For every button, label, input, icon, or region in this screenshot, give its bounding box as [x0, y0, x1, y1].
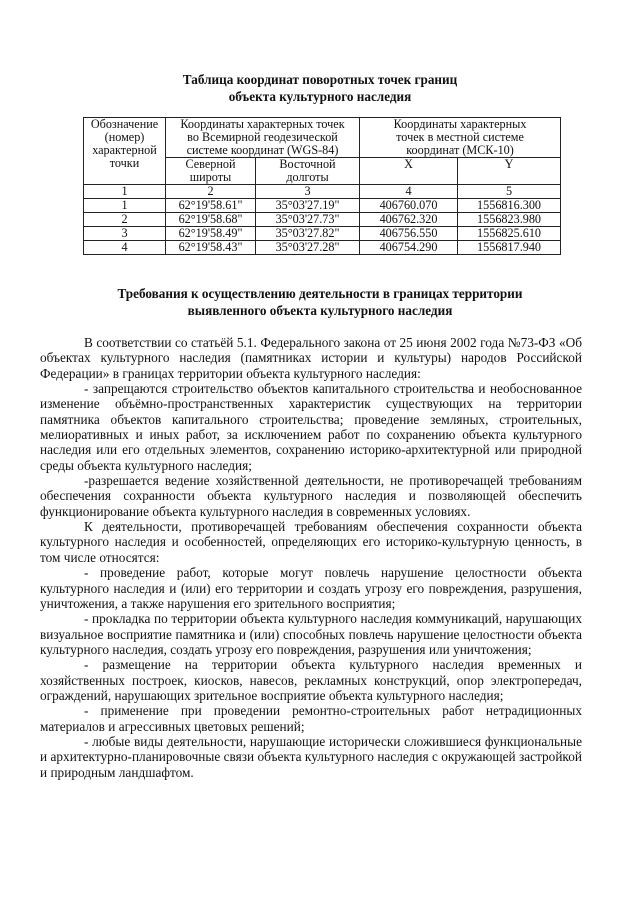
cell-y: 1556825.610: [458, 227, 561, 241]
col-number: 3: [256, 185, 360, 199]
cell-lat: 62°19'58.43": [166, 241, 256, 255]
col-number: 1: [84, 185, 166, 199]
header-east: Восточной долготы: [256, 158, 360, 185]
cell-lon: 35°03'27.82": [256, 227, 360, 241]
table-title-line2: объекта культурного наследия: [228, 89, 412, 104]
requirements-title: [0, 285, 640, 319]
cell-lat: 62°19'58.61": [166, 199, 256, 213]
cell-x: 406760.070: [360, 199, 458, 213]
list-item: - применение при проведении ремонтно-строительных работ нетрадиционных материалов и агрессивных цветовых решений;: [40, 703, 582, 734]
cell-point: 3: [84, 227, 166, 241]
cell-point: 2: [84, 213, 166, 227]
list-item: - прокладка по территории объекта культурного наследия коммуникаций, нарушающих визуальное восприятие памятника и (или) способных повлечь нарушение целостности объекта культурного наследия, создать угрозу его повреждения, разрушения или уничтожения;: [40, 611, 582, 657]
col-number: 4: [360, 185, 458, 199]
cell-y: 1556817.940: [458, 241, 561, 255]
cell-lon: 35°03'27.19": [256, 199, 360, 213]
cell-y: 1556816.300: [458, 199, 561, 213]
cell-lat: 62°19'58.49": [166, 227, 256, 241]
cell-point: 1: [84, 199, 166, 213]
cell-y: 1556823.980: [458, 213, 561, 227]
col-number: 2: [166, 185, 256, 199]
paragraph-activities: К деятельности, противоречащей требованиям обеспечения сохранности объекта культурного наследия и особенностей, определяющих его историко-культурную ценность, в том числе относятся:: [40, 519, 582, 565]
list-item: - любые виды деятельности, нарушающие исторически сложившиеся функциональные и архитектурно-планировочные связи объекта культурного наследия с окружающей застройкой и природным ландшафтом.: [40, 733, 582, 780]
column-numbers-row: [84, 185, 561, 199]
cell-x: 406762.320: [360, 213, 458, 227]
header-wgs: Координаты характерных точек во Всемирной геодезической системе координат (WGS-84): [166, 118, 360, 158]
requirements-title-line1: Требования к осуществлению деятельности в границах территории: [117, 286, 523, 301]
header-designation: Обозначение (номер) характерной точки: [84, 118, 166, 185]
cell-point: 4: [84, 241, 166, 255]
table-row: [84, 227, 561, 241]
header-north: Северной широты: [166, 158, 256, 185]
cell-lon: 35°03'27.28": [256, 241, 360, 255]
cell-x: 406754.290: [360, 241, 458, 255]
cell-x: 406756.550: [360, 227, 458, 241]
header-x: X: [360, 158, 458, 185]
list-item-permitted: -разрешается ведение хозяйственной деятельности, не противоречащей требованиям обеспечения сохранности объекта культурного наследия и позволяющей обеспечить функционирование объекта культурного наследия в современных условиях.: [40, 473, 582, 519]
paragraph-intro: В соответствии со статьёй 5.1. Федерального закона от 25 июня 2002 года №73-ФЗ «Об объектах культурного наследия (памятниках истории и культуры) народов Российской Федерации» в границах территории объекта культурного наследия:: [40, 335, 582, 381]
list-item: - размещение на территории объекта культурного наследия временных и хозяйственных построек, киосков, навесов, рекламных конструкций, опор электропередач, ограждений, нарушающих зрительное восприятие объекта культурного наследия;: [40, 657, 582, 703]
table-row: [84, 241, 561, 255]
requirements-title-line2: выявленного объекта культурного наследия: [187, 303, 453, 318]
table-row: [84, 199, 561, 213]
list-item-prohibited: - запрещаются строительство объектов капитального строительства и необоснованное изменение объёмно-пространственных характеристик существующих на территории памятника объектов капитального строительства; проведение земляных, строительных, мелиоративных и иных работ, за исключением работ по сохранению объекта культурного наследия или его отдельных элементов, сохранению историко-архитектурной или природной среды объекта культурного наследия;: [40, 381, 582, 473]
header-msk: Координаты характерных точек в местной системе координат (МСК-10): [360, 118, 561, 158]
coordinates-table: [83, 117, 561, 255]
cell-lon: 35°03'27.73": [256, 213, 360, 227]
table-row: [84, 213, 561, 227]
col-number: 5: [458, 185, 561, 199]
requirements-body: [40, 335, 582, 780]
table-header-row: [84, 118, 561, 158]
table-title: [0, 71, 640, 105]
header-y: Y: [458, 158, 561, 185]
cell-lat: 62°19'58.68": [166, 213, 256, 227]
list-item: - проведение работ, которые могут повлечь нарушение целостности объекта культурного наследия и (или) его территории и создать угрозу его повреждения, разрушения, уничтожения, а также нарушения его зрительного восприятия;: [40, 565, 582, 611]
table-title-line1: Таблица координат поворотных точек границ: [182, 72, 458, 87]
